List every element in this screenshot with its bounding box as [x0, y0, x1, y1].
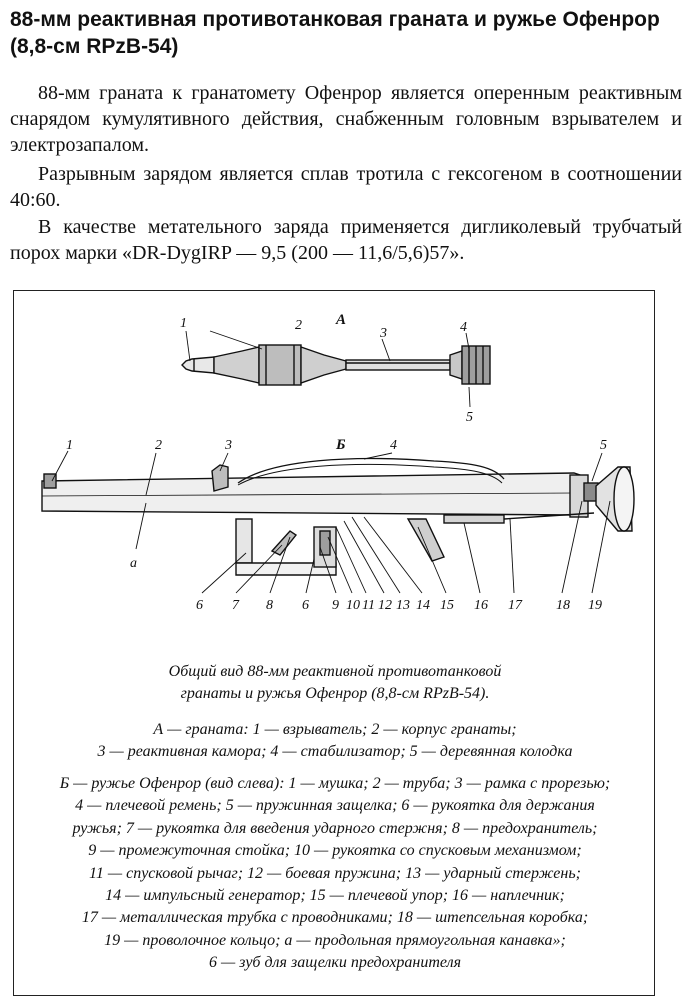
page-heading: 88-мм реактивная противотанковая граната и ружье Офенрор (8,8-см RPzB-54): [10, 8, 660, 58]
label-b-5: 5: [600, 438, 607, 453]
label-b-bottom-10: 10: [346, 598, 360, 613]
figure-caption-line-2: гранаты и ружья Офенрор (8,8-см RPzB-54).: [180, 685, 490, 702]
label-b-bottom-19: 19: [588, 598, 602, 613]
legend-launcher-line: 6 — зуб для защелки предохранителя: [208, 954, 462, 972]
paragraph-explosive-charge: Разрывным зарядом является сплав тротила с гексогеном в соотношении 40:60.: [10, 163, 682, 211]
legend-launcher: [20, 773, 650, 975]
legend-grenade-line: А — граната: 1 — взрыватель; 2 — корпус гранаты;: [153, 721, 517, 738]
label-b-bottom-13: 13: [396, 598, 410, 613]
label-b-bottom-12: 12: [378, 598, 392, 613]
figure-caption-line-1: Общий вид 88-мм реактивной противотанковой: [168, 663, 502, 680]
technical-drawing: [14, 291, 654, 621]
label-b-1: 1: [66, 438, 73, 453]
label-b-bottom-9: 9: [332, 598, 339, 613]
label-b-bottom-8: 8: [266, 598, 273, 613]
paragraph-propellant: В качестве метательного заряда применяется дигликолевый трубчатый порох марки «DR-DygIRP — 9,5 (200 — 11,6/5,6)57».: [10, 216, 682, 264]
label-b-bottom-6b: 6: [302, 598, 309, 613]
view-a-title: А: [336, 312, 347, 328]
legend-grenade-line: 3 — реактивная камора; 4 — стабилизатор; 5 — деревянная колодка: [97, 743, 573, 761]
paragraph-grenade-description: 88-мм граната к гранатомету Офенрор является оперенным реактивным снарядом кумулятивного действия, снабженным головным взрывателем и электрозапалом.: [10, 82, 682, 156]
grenade-drawing: [182, 345, 490, 385]
view-b-title: Б: [336, 437, 346, 453]
legend-launcher-line: 14 — импульсный генератор; 15 — плечевой упор; 16 — наплечник;: [105, 887, 565, 905]
label-b-bottom-14: 14: [416, 598, 430, 613]
label-b-2: 2: [155, 438, 162, 453]
legend-launcher-line: 17 — металлическая трубка с проводниками; 18 — штепсельная коробка;: [81, 909, 589, 927]
label-b-bottom-18: 18: [556, 598, 570, 613]
label-a-1: 1: [180, 316, 187, 331]
label-b-bottom-16: 16: [474, 598, 488, 613]
label-groove-a: а: [130, 556, 137, 571]
label-a-3: 3: [380, 326, 387, 341]
label-b-bottom-11: 11: [362, 598, 375, 613]
label-a-4: 4: [460, 320, 467, 335]
label-b-3: 3: [225, 438, 232, 453]
legend-launcher-line: 11 — спусковой рычаг; 12 — боевая пружина; 13 — ударный стержень;: [89, 864, 581, 882]
legend-launcher-line: ружья; 7 — рукоятка для введения ударного стержня; 8 — предохранитель;: [72, 819, 598, 837]
legend-launcher-line: Б — ружье Офенрор (вид слева): 1 — мушка; 2 — труба; 3 — рамка с прорезью;: [59, 775, 611, 792]
label-a-5: 5: [466, 410, 473, 425]
label-b-bottom-6: 6: [196, 598, 203, 613]
label-b-bottom-17: 17: [508, 598, 522, 613]
legend-launcher-line: 9 — промежуточная стойка; 10 — рукоятка со спусковым механизмом;: [88, 842, 582, 860]
label-b-4: 4: [390, 438, 397, 453]
legend-launcher-line: 4 — плечевой ремень; 5 — пружинная защелка; 6 — рукоятка для держания: [75, 797, 595, 815]
label-a-2: 2: [295, 318, 302, 333]
label-b-bottom-15: 15: [440, 598, 454, 613]
label-b-bottom-7: 7: [232, 598, 239, 613]
figure-frame: [13, 290, 655, 996]
legend-launcher-line: 19 — проволочное кольцо; а — продольная прямоугольная канавка»;: [104, 931, 566, 949]
legend-grenade: [20, 719, 650, 764]
